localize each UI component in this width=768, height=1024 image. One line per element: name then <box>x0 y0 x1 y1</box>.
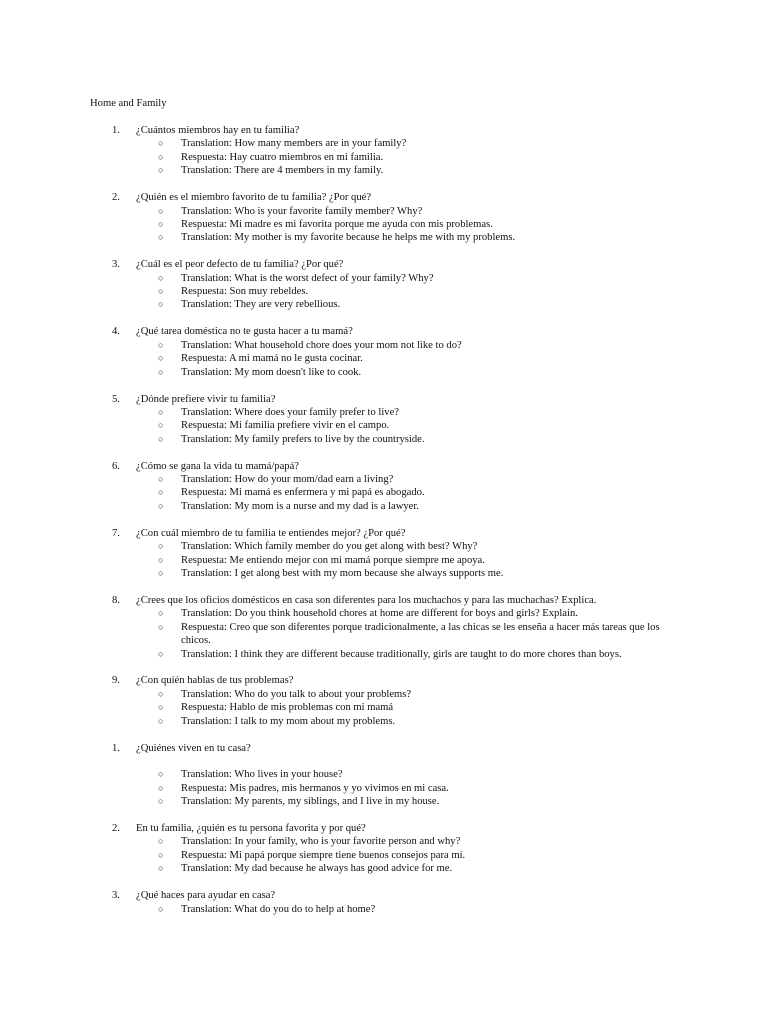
question-line <box>0 325 768 338</box>
answer-text: Translation: My mother is my favorite because he helps me with my problems. <box>181 232 516 244</box>
question-item <box>0 742 768 809</box>
question-line <box>0 393 768 406</box>
circle-bullet-icon: ○ <box>158 836 164 847</box>
question-text: ¿Crees que los oficios domésticos en casa son diferentes para los muchachos y para las muchachas? Explica. <box>136 594 597 606</box>
question-item <box>0 594 768 661</box>
answer-item <box>0 862 768 875</box>
circle-bullet-icon: ○ <box>158 608 164 619</box>
question-line <box>0 674 768 687</box>
question-text: ¿Con quién hablas de tus problemas? <box>136 675 294 687</box>
question-line <box>0 822 768 835</box>
circle-bullet-icon: ○ <box>158 165 164 176</box>
circle-bullet-icon: ○ <box>158 406 164 417</box>
question-item <box>0 889 768 916</box>
answer-item <box>0 567 768 580</box>
answer-text: Respuesta: Mi familia prefiere vivir en el campo. <box>181 420 390 432</box>
circle-bullet-icon: ○ <box>158 433 164 444</box>
answer-item <box>0 648 768 661</box>
question-item <box>0 258 768 312</box>
answer-item <box>0 795 768 808</box>
question-item <box>0 822 768 876</box>
circle-bullet-icon: ○ <box>158 272 164 283</box>
answer-text: Translation: I think they are different because traditionally, girls are taught to do more chores than boys. <box>181 648 622 660</box>
answer-item <box>0 849 768 862</box>
answer-item <box>0 272 768 285</box>
answer-item <box>0 205 768 218</box>
circle-bullet-icon: ○ <box>158 474 164 485</box>
answer-item <box>0 473 768 486</box>
question-item <box>0 527 768 581</box>
answer-text: Respuesta: Mis padres, mis hermanos y yo vivimos en mi casa. <box>181 782 449 794</box>
answer-text: Translation: Do you think household chores at home are different for boys and girls? Explain. <box>181 608 578 620</box>
question-text: ¿Qué haces para ayudar en casa? <box>136 890 276 902</box>
question-text: ¿Con cuál miembro de tu familia te entiendes mejor? ¿Por qué? <box>136 527 406 539</box>
question-text: ¿Cuál es el peor defecto de tu familia? ¿Por qué? <box>136 259 344 271</box>
circle-bullet-icon: ○ <box>158 151 164 162</box>
question-number: 9. <box>112 675 120 687</box>
circle-bullet-icon: ○ <box>158 688 164 699</box>
answer-text: Respuesta: Hablo de mis problemas con mi mamá <box>181 702 394 714</box>
question-number: 2. <box>112 823 120 835</box>
answer-item <box>0 352 768 365</box>
circle-bullet-icon: ○ <box>158 500 164 511</box>
answer-text: Translation: Which family member do you get along with best? Why? <box>181 541 478 553</box>
answer-item <box>0 137 768 150</box>
answer-text: Translation: My family prefers to live by the countryside. <box>181 433 425 445</box>
circle-bullet-icon: ○ <box>158 782 164 793</box>
answer-item <box>0 406 768 419</box>
circle-bullet-icon: ○ <box>158 366 164 377</box>
answer-text: Translation: Who is your favorite family member? Why? <box>181 205 423 217</box>
circle-bullet-icon: ○ <box>158 138 164 149</box>
circle-bullet-icon: ○ <box>158 286 164 297</box>
answer-item <box>0 366 768 379</box>
answer-item <box>0 486 768 499</box>
answer-item <box>0 285 768 298</box>
answer-text: Translation: My dad because he always has good advice for me. <box>181 863 453 875</box>
answer-item <box>0 554 768 567</box>
question-line <box>0 124 768 137</box>
question-item <box>0 325 768 379</box>
page-title: Home and Family <box>90 98 167 109</box>
answer-item <box>0 701 768 714</box>
question-number: 2. <box>112 192 120 204</box>
circle-bullet-icon: ○ <box>158 715 164 726</box>
circle-bullet-icon: ○ <box>158 232 164 243</box>
answer-text: Translation: What household chore does your mom not like to do? <box>181 339 462 351</box>
circle-bullet-icon: ○ <box>158 567 164 578</box>
question-line <box>0 889 768 902</box>
answer-item <box>0 231 768 244</box>
question-text: En tu familia, ¿quién es tu persona favorita y por qué? <box>136 823 366 835</box>
answer-text: Respuesta: Me entiendo mejor con mi mamá porque siempre me apoya. <box>181 554 485 566</box>
question-number: 5. <box>112 393 120 405</box>
answer-item <box>0 419 768 432</box>
question-item <box>0 191 768 245</box>
circle-bullet-icon: ○ <box>158 339 164 350</box>
question-item <box>0 124 768 178</box>
question-text: ¿Dónde prefiere vivir tu familia? <box>136 393 276 405</box>
circle-bullet-icon: ○ <box>158 353 164 364</box>
question-line <box>0 460 768 473</box>
circle-bullet-icon: ○ <box>158 849 164 860</box>
question-number: 6. <box>112 460 120 472</box>
question-number: 3. <box>112 890 120 902</box>
answer-text: Translation: How many members are in your family? <box>181 138 407 150</box>
question-item <box>0 460 768 514</box>
answer-item <box>0 540 768 553</box>
circle-bullet-icon: ○ <box>158 621 164 632</box>
blank-line <box>0 755 768 768</box>
question-line <box>0 527 768 540</box>
question-number: 4. <box>112 326 120 338</box>
question-number: 3. <box>112 259 120 271</box>
answer-text: Translation: In your family, who is your favorite person and why? <box>181 836 461 848</box>
question-list <box>0 124 768 929</box>
answer-item <box>0 621 768 648</box>
answer-text: Translation: What is the worst defect of your family? Why? <box>181 272 434 284</box>
question-number: 1. <box>112 742 120 754</box>
answer-item <box>0 164 768 177</box>
answer-item <box>0 339 768 352</box>
circle-bullet-icon: ○ <box>158 487 164 498</box>
answer-text: Translation: My parents, my siblings, and I live in my house. <box>181 796 440 808</box>
answer-text: Translation: Who do you talk to about your problems? <box>181 688 412 700</box>
circle-bullet-icon: ○ <box>158 863 164 874</box>
answer-item <box>0 151 768 164</box>
question-text: ¿Quién es el miembro favorito de tu familia? ¿Por qué? <box>136 192 372 204</box>
answer-text: Translation: There are 4 members in my family. <box>181 165 384 177</box>
circle-bullet-icon: ○ <box>158 903 164 914</box>
answer-item <box>0 768 768 781</box>
answer-text: Respuesta: Hay cuatro miembros en mi familia. <box>181 151 384 163</box>
answer-item <box>0 298 768 311</box>
answer-text: Translation: They are very rebellious. <box>181 299 341 311</box>
answer-text: Translation: I get along best with my mom because she always supports me. <box>181 567 504 579</box>
answer-text: Respuesta: Son muy rebeldes. <box>181 286 309 298</box>
answer-text: Respuesta: Mi mamá es enfermera y mi papá es abogado. <box>181 487 425 499</box>
circle-bullet-icon: ○ <box>158 796 164 807</box>
circle-bullet-icon: ○ <box>158 702 164 713</box>
question-item <box>0 393 768 447</box>
question-line <box>0 191 768 204</box>
answer-item <box>0 782 768 795</box>
answer-text: Translation: Who lives in your house? <box>181 769 343 781</box>
answer-text: Translation: What do you do to help at home? <box>181 903 376 915</box>
question-text: ¿Cómo se gana la vida tu mamá/papá? <box>136 460 299 472</box>
question-text: ¿Qué tarea doméstica no te gusta hacer a tu mamá? <box>136 326 353 338</box>
answer-item <box>0 218 768 231</box>
answer-text: Respuesta: Mi madre es mi favorita porque me ayuda con mis problemas. <box>181 218 493 230</box>
question-number: 1. <box>112 125 120 136</box>
question-line <box>0 742 768 755</box>
answer-item <box>0 715 768 728</box>
answer-text: Respuesta: Creo que son diferentes porque tradicionalmente, a las chicas se les enseña a hacer más tareas que los chicos. <box>181 621 660 647</box>
answer-text: Translation: I talk to my mom about my problems. <box>181 715 396 727</box>
question-item <box>0 674 768 728</box>
answer-text: Translation: My mom is a nurse and my dad is a lawyer. <box>181 500 419 512</box>
question-line <box>0 258 768 271</box>
answer-item <box>0 835 768 848</box>
question-number: 7. <box>112 527 120 539</box>
question-text: ¿Cuántos miembros hay en tu familia? <box>136 125 300 136</box>
answer-item <box>0 500 768 513</box>
circle-bullet-icon: ○ <box>158 769 164 780</box>
question-number: 8. <box>112 594 120 606</box>
answer-text: Respuesta: Mi papá porque siempre tiene buenos consejos para mí. <box>181 849 466 861</box>
answer-text: Translation: Where does your family prefer to live? <box>181 406 399 418</box>
circle-bullet-icon: ○ <box>158 420 164 431</box>
question-line <box>0 594 768 607</box>
answer-item <box>0 433 768 446</box>
question-text: ¿Quiénes viven en tu casa? <box>136 742 251 754</box>
circle-bullet-icon: ○ <box>158 218 164 229</box>
circle-bullet-icon: ○ <box>158 299 164 310</box>
answer-text: Translation: How do your mom/dad earn a living? <box>181 474 394 486</box>
answer-item <box>0 607 768 620</box>
circle-bullet-icon: ○ <box>158 541 164 552</box>
answer-text: Respuesta: A mi mamá no le gusta cocinar. <box>181 353 363 365</box>
circle-bullet-icon: ○ <box>158 205 164 216</box>
answer-text: Translation: My mom doesn't like to cook. <box>181 366 362 378</box>
circle-bullet-icon: ○ <box>158 554 164 565</box>
circle-bullet-icon: ○ <box>158 648 164 659</box>
answer-item <box>0 903 768 916</box>
answer-item <box>0 688 768 701</box>
